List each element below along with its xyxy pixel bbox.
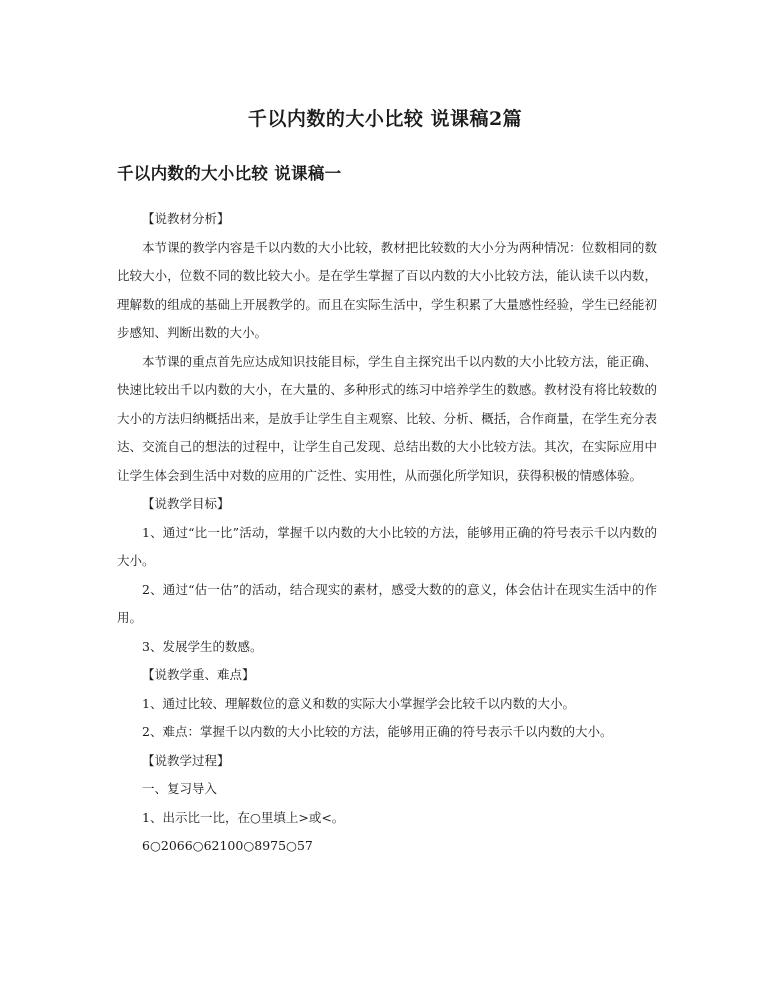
section-heading: 千以内数的大小比较 说课稿一 (117, 164, 342, 183)
paragraph: 【说教材分析】 (142, 211, 230, 226)
paragraph: 一、复习导入 (142, 781, 218, 796)
paragraph: 2、难点：掌握千以内数的大小比较的方法，能够用正确的符号表示千以内数的大小。 (142, 724, 613, 739)
paragraph: 3、发展学生的数感。 (142, 638, 263, 654)
paragraph: 【说教学重、难点】 (142, 667, 255, 682)
paragraph: 本节课的重点首先应达成知识技能目标，学生自主探究出千以内数的大小比较方法，能正确、快速比较出千以内数的大小，在大量的、多种形式的练习中培养学生的数感。教材没有将比较数的大小的方法归纳概括出来，是放手让学生自主观察、比较、分析、概括，合作商量，在学生充分表达、交流自己的想法的过程中，让学生自己发现、总结出数的大小比较方法。其次，在实际应用中让学生体会到生活中对数的应用的广泛性、实用性，从而强化所学知识，获得积极的情感体验。 (117, 353, 657, 483)
paragraph: 1、出示比一比，在○里填上>或<。 (142, 809, 345, 825)
paragraph: 6○2066○62100○8975○57 (142, 838, 313, 853)
paragraph: 【说教学目标】 (142, 496, 230, 511)
paragraph: 2、通过“估一估”的活动，结合现实的素材，感受大数的的意义，体会估计在现实生活中的作用。 (117, 581, 657, 625)
paragraph: 1、通过“比一比”活动，掌握千以内数的大小比较的方法，能够用正确的符号表示千以内数的大小。 (117, 524, 657, 568)
paragraph: 1、通过比较、理解数位的意义和数的实际大小掌握学会比较千以内数的大小。 (142, 695, 575, 711)
document-title: 千以内数的大小比较 说课稿2篇 (247, 108, 523, 130)
paragraph: 【说教学过程】 (142, 752, 230, 768)
document-body (117, 205, 657, 861)
paragraph: 本节课的教学内容是千以内数的大小比较，教材把比较数的大小分为两种情况：位数相同的数比较大小，位数不同的数比较大小。是在学生掌握了百以内数的大小比较方法，能认读千以内数，理解数的组成的基础上开展教学的。而且在实际生活中，学生积累了大量感性经验，学生已经能初步感知、判断出数的大小。 (117, 239, 657, 340)
